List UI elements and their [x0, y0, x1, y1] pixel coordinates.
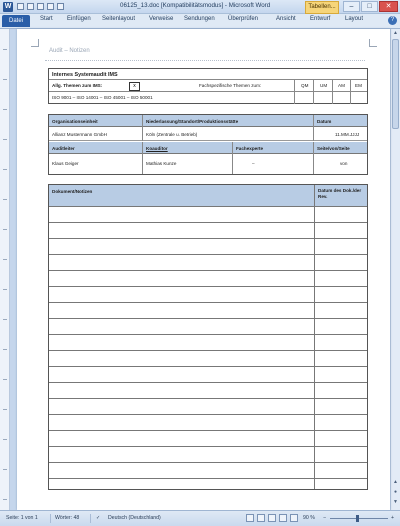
- crop-mark: [31, 39, 39, 47]
- header-organisationseinheit: Organisationseinheit: [52, 119, 98, 124]
- fachexperte-value[interactable]: –: [252, 161, 255, 166]
- vertical-ruler: [0, 29, 10, 510]
- column-em: EM: [355, 83, 362, 88]
- word-count[interactable]: Wörter: 48: [55, 515, 80, 521]
- full-screen-reading-icon[interactable]: [257, 514, 265, 522]
- zoom-slider[interactable]: [330, 518, 388, 519]
- organisation-table: [48, 114, 368, 175]
- page-header-text: Audit – Notizen: [49, 48, 90, 54]
- header-dokument-notizen: Dokument/Notizen: [52, 189, 93, 194]
- column-um: UM: [320, 83, 328, 88]
- header-divider: [45, 60, 365, 61]
- scroll-up-icon[interactable]: ▲: [393, 30, 398, 36]
- web-layout-icon[interactable]: [268, 514, 276, 522]
- customize-qat-icon[interactable]: [57, 3, 64, 10]
- audit-title: Internes Systemaudit IMS: [52, 72, 118, 78]
- table-tools-context-tab[interactable]: Tabellen...: [305, 1, 339, 14]
- tab-layout[interactable]: Layout: [345, 16, 364, 22]
- tab-ansicht[interactable]: Ansicht: [276, 16, 296, 22]
- notes-table: [48, 184, 368, 490]
- browse-object-icon[interactable]: ●: [393, 489, 398, 495]
- header-auditleiter: Auditleiter: [52, 146, 75, 151]
- zoom-level[interactable]: 90 %: [303, 515, 315, 521]
- zoom-in-icon[interactable]: +: [391, 515, 395, 521]
- seite-value[interactable]: von: [340, 161, 348, 166]
- general-topics-label: Allg. Themen zum IMS:: [52, 83, 103, 88]
- date-value[interactable]: 11.MM.JJJJ: [335, 132, 360, 137]
- title-bar: [0, 0, 400, 14]
- zoom-slider-thumb[interactable]: [356, 515, 359, 522]
- next-page-icon[interactable]: ▼: [393, 499, 398, 505]
- header-koauditor: Koauditor: [146, 146, 168, 151]
- koauditor-value[interactable]: Mathias Kunze: [146, 161, 177, 166]
- header-datum: Datum: [317, 119, 332, 124]
- tab-verweise[interactable]: Verweise: [149, 16, 174, 22]
- header-seite: Seite/von/Seite: [317, 146, 350, 151]
- quick-print-icon[interactable]: [47, 3, 54, 10]
- zoom-out-icon[interactable]: −: [323, 515, 327, 521]
- scrollbar-thumb[interactable]: [392, 39, 399, 129]
- tab-datei[interactable]: Datei: [2, 15, 30, 27]
- column-qm: QM: [301, 83, 309, 88]
- word-app-icon[interactable]: W: [4, 3, 12, 10]
- undo-icon[interactable]: [27, 3, 34, 10]
- print-layout-view-icon[interactable]: [246, 514, 254, 522]
- redo-icon[interactable]: [37, 3, 44, 10]
- audit-info-table: [48, 68, 368, 104]
- save-icon[interactable]: [17, 3, 24, 10]
- language[interactable]: Deutsch (Deutschland): [108, 515, 161, 521]
- organisation-value[interactable]: Allianz Mustermann GmbH: [52, 132, 107, 137]
- ribbon-tab-bar: [0, 14, 400, 29]
- vertical-scrollbar[interactable]: [390, 29, 400, 510]
- tab-seitenlayout[interactable]: Seitenlayout: [102, 16, 136, 22]
- tab-ueberpruefen[interactable]: Überprüfen: [228, 16, 259, 22]
- page-count[interactable]: Seite: 1 von 1: [6, 515, 38, 521]
- minimize-button[interactable]: –: [343, 1, 360, 12]
- header-fachexperte: Fachexperte: [236, 146, 264, 151]
- proofing-icon[interactable]: ✓: [96, 515, 101, 521]
- tab-sendungen[interactable]: Sendungen: [184, 16, 215, 22]
- maximize-button[interactable]: □: [361, 1, 378, 12]
- header-datum-dok: Datum des Dok./der Rev.: [318, 188, 362, 199]
- help-icon[interactable]: ?: [388, 16, 397, 25]
- draft-view-icon[interactable]: [290, 514, 298, 522]
- status-bar: [0, 510, 400, 526]
- outline-view-icon[interactable]: [279, 514, 287, 522]
- window-title: 06125_13.doc [Kompatibilitätsmodus] - Microsoft Word: [120, 2, 271, 9]
- iso-standards: ISO 9001 – ISO 14001 – ISO 45001 – ISO 50001: [52, 95, 153, 100]
- document-page[interactable]: [17, 29, 390, 510]
- specific-topics-label: Fachspezifische Themen zum:: [199, 83, 262, 88]
- location-value[interactable]: Köln (Zentrale u. Betrieb): [146, 132, 198, 137]
- tab-entwurf[interactable]: Entwurf: [310, 16, 331, 22]
- tab-einfuegen[interactable]: Einfügen: [67, 16, 91, 22]
- tab-start[interactable]: Start: [40, 16, 53, 22]
- header-niederlassung: Niederlassung/Standort/Produktionsstätte: [146, 119, 239, 124]
- column-am: AM: [338, 83, 345, 88]
- previous-page-icon[interactable]: ▲: [393, 479, 398, 485]
- auditleiter-value[interactable]: Klaus Geiger: [52, 161, 79, 166]
- crop-mark: [369, 39, 377, 47]
- general-topics-checkbox[interactable]: x: [129, 82, 140, 91]
- column-divider: [314, 185, 315, 489]
- close-button[interactable]: ✕: [379, 1, 398, 12]
